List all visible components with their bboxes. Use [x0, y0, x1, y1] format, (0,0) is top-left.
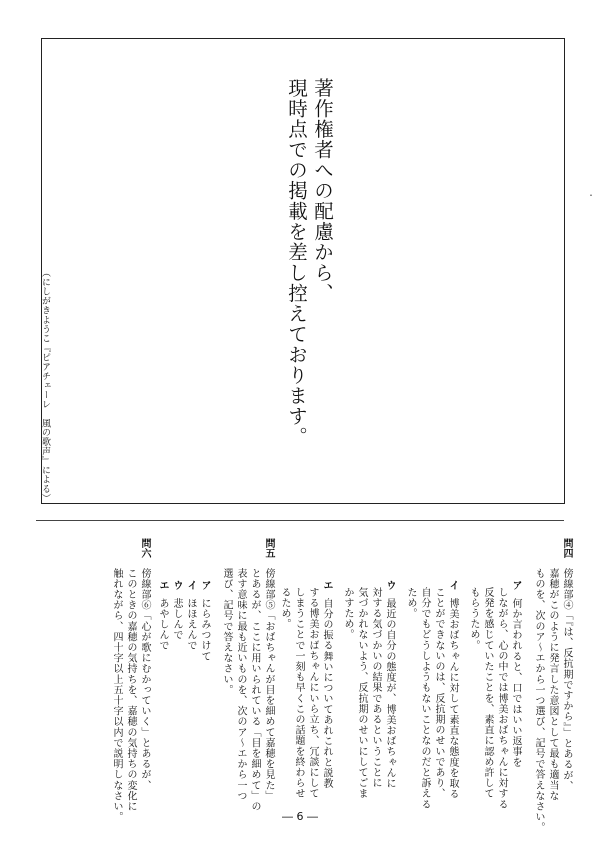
edge-mark: ・ — [587, 191, 595, 200]
q4-option-a-line: 何か言われると、口ではいい返事を — [510, 598, 521, 768]
q5-label: 問五 — [263, 538, 274, 558]
q4-stem-line: ものを、次のア〜エから一つ選び、記号で答えなさい。 — [533, 568, 544, 833]
q4-option-u-line: 対する気づかいの結果であるということに — [370, 587, 381, 789]
q5-option-text: あやしんで — [157, 598, 168, 651]
q4-stem-line: 傍線部④「『は、反抗期ですから』」とあるが、 — [561, 568, 572, 792]
q4-option-a-line: もらうため。 — [468, 587, 479, 651]
q4-option-i-line: 自分でもどうしようもないことなのだと訴える — [419, 587, 430, 810]
copyright-notice-line2: 現時点での掲載を差し控えております。 — [285, 78, 308, 447]
q5-option-key: ウ — [171, 580, 182, 591]
q6-label: 問六 — [139, 538, 150, 558]
q4-option-u-line: 気づかれないよう、反抗期のせいにしてごま — [356, 587, 367, 799]
q4-option-i-line: 博美おばちゃんに対して素直な態度を取る — [447, 598, 458, 800]
q5-option-key: ア — [199, 580, 210, 591]
q5-stem-line: とあるが、ここに用いられている「目を細めて」の — [249, 568, 260, 812]
q4-option-key: エ — [321, 580, 332, 591]
q4-option-i-line: ことができないのは、反抗期のせいであり、 — [433, 587, 444, 799]
q4-option-i-line: ため。 — [405, 587, 416, 619]
q6-stem-line: 傍線部⑥「心が歌にむかっていく」とあるが、 — [139, 568, 150, 791]
q4-option-key: イ — [447, 580, 458, 591]
q6-stem-line: 触れながら、四十字以上五十字以内で説明しなさい。 — [111, 568, 122, 823]
q4-option-e-line: しまうことで一刻も早くこの話題を終わらせ — [293, 587, 304, 799]
q4-option-e-line: るため。 — [279, 587, 290, 630]
q5-option-key: エ — [157, 580, 168, 591]
q4-stem-line: 嘉穂がこのように発言した意図として最も適当な — [547, 568, 558, 802]
q5-option-key: イ — [185, 580, 196, 591]
q4-option-e-line: する博美おばちゃんにいら立ち、冗談にして — [307, 587, 318, 799]
q4-label: 問四 — [561, 538, 572, 558]
q4-option-key: ア — [510, 580, 521, 591]
q5-option-text: ほほえんで — [185, 598, 196, 651]
section-divider — [36, 520, 564, 521]
q5-stem-line: 表す意味に最も近いものを、次のア〜エから一つ — [235, 568, 246, 802]
q5-option-text: 悲しんで — [171, 598, 182, 641]
q6-stem-line: このときの嘉穂の気持ちを、嘉穂の気持ちの変化に — [125, 568, 136, 812]
q4-option-a-line: しながら、心の中では博美おばちゃんに対する — [496, 587, 507, 810]
q4-option-key: ウ — [384, 580, 395, 591]
q4-option-u-line: 最近の自分の態度が、博美おばちゃんに — [384, 598, 395, 789]
q4-option-u-line: かすため。 — [342, 587, 353, 640]
copyright-notice-line1: 著作権者への配慮から、 — [311, 78, 334, 304]
q5-option-text: にらみつけて — [199, 598, 210, 662]
q5-stem-line: 傍線部⑤「おばちゃんが目を細めて嘉穂を見た」 — [263, 568, 274, 802]
q5-stem-line: 選び、記号で答えなさい。 — [221, 568, 232, 696]
page-number: ― 6 ― — [282, 810, 318, 823]
q4-option-a-line: 反発を感じていたことを、素直に認め許して — [482, 587, 493, 799]
q4-option-e-line: 自分の振る舞いについてあれこれと説教 — [321, 598, 332, 789]
source-citation: （にしがきようこ『ピアチェーレ 風の歌声』による） — [40, 268, 50, 503]
